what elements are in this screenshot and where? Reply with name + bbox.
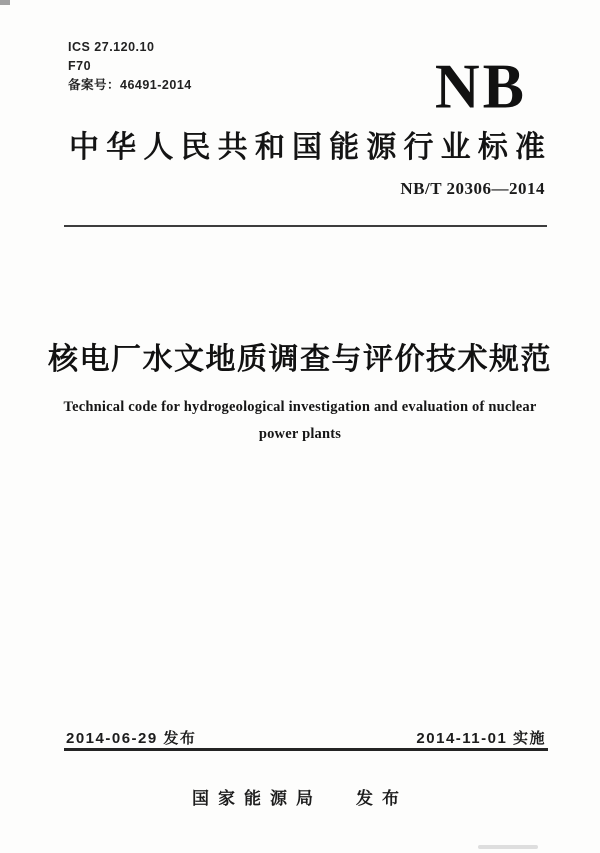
standard-category-title: 中华人民共和国能源行业标准	[69, 131, 545, 164]
footer-rule	[64, 748, 548, 751]
issue-date: 2014-06-29 发布	[66, 730, 197, 747]
nb-logo: NB	[434, 52, 527, 122]
classification-code: F70	[68, 59, 92, 73]
implementation-date: 2014-11-01 实施	[416, 730, 546, 747]
header-rule	[64, 225, 547, 227]
publish-label: 发布	[356, 789, 408, 808]
publisher-line	[0, 784, 600, 809]
standard-number: NB/T 20306—2014	[400, 179, 545, 198]
publisher-name: 国家能源局	[192, 789, 322, 808]
document-title-en-line1: Technical code for hydrogeological investigation and evaluation of nuclear	[63, 399, 537, 415]
document-title-cn: 核电厂水文地质调查与评价技术规范	[48, 343, 552, 376]
ics-code: ICS 27.120.10	[68, 40, 155, 54]
record-number: 备案号：46491-2014	[68, 78, 192, 92]
header-codes-block	[68, 38, 192, 95]
scan-artifact-top-left	[0, 0, 10, 5]
document-title-en	[0, 394, 600, 448]
dates-row	[66, 727, 546, 748]
document-title-en-line2: power plants	[258, 426, 342, 442]
scan-artifact-bottom-right	[478, 845, 538, 849]
